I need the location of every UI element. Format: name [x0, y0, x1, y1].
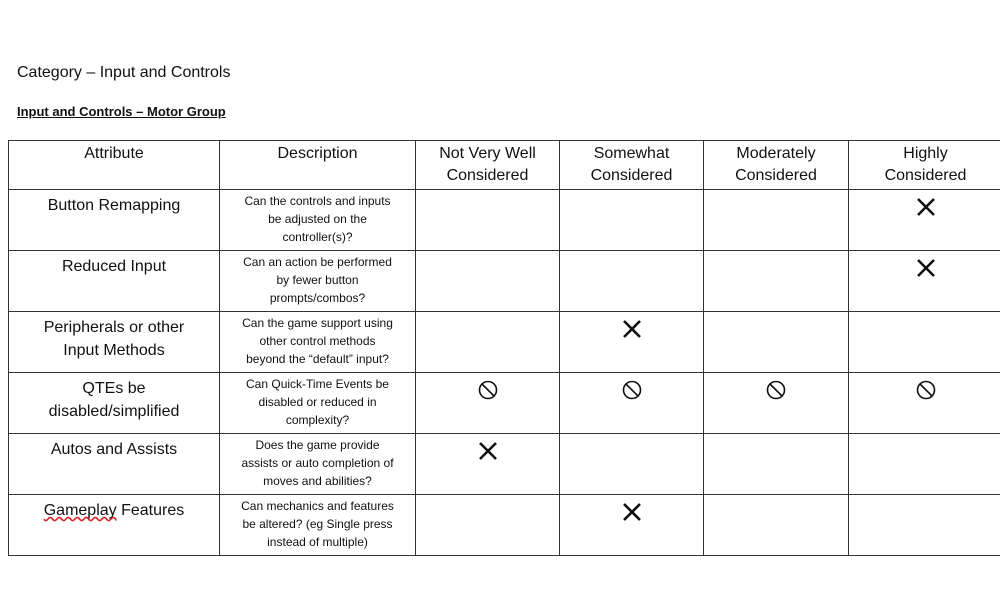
description-line: Can an action be performed — [243, 255, 392, 269]
attribute-cell — [9, 373, 220, 434]
attribute-cell — [9, 251, 220, 312]
moderately-cell — [704, 190, 849, 251]
prohibited-circle-icon — [765, 379, 787, 401]
somewhat-cell — [560, 495, 704, 556]
moderately-cell — [704, 312, 849, 373]
somewhat-cell — [560, 190, 704, 251]
description-cell — [220, 434, 416, 495]
description-line: Can the controls and inputs — [244, 194, 391, 208]
header-moderately: Moderately Considered — [704, 141, 849, 190]
description-cell — [220, 312, 416, 373]
moderately-cell — [704, 495, 849, 556]
table-row — [9, 434, 1000, 495]
attribute-cell — [9, 495, 220, 556]
group-subtitle: Input and Controls – Motor Group — [17, 104, 226, 119]
description-line: be adjusted on the — [268, 212, 367, 226]
description-line: by fewer button — [276, 273, 359, 287]
description-cell — [220, 373, 416, 434]
highly-cell — [849, 434, 1000, 495]
attribute-line: Gameplay — [43, 502, 117, 519]
somewhat-cell — [560, 373, 704, 434]
header-not-very-well: Not Very Well Considered — [416, 141, 560, 190]
cross-mark-icon — [621, 318, 643, 340]
attribute-cell — [9, 312, 220, 373]
rating-table — [8, 140, 1000, 556]
description-line: Can Quick-Time Events be — [246, 377, 389, 391]
moderately-cell — [704, 251, 849, 312]
prohibited-circle-icon — [621, 379, 643, 401]
description-cell — [220, 495, 416, 556]
moderately-cell — [704, 373, 849, 434]
moderately-cell — [704, 434, 849, 495]
table-row — [9, 373, 1000, 434]
somewhat-cell — [560, 251, 704, 312]
attribute-line: disabled/simplified — [48, 403, 180, 420]
header-description: Description — [220, 141, 416, 190]
attribute-line: Features — [116, 502, 185, 519]
header-attribute: Attribute — [9, 141, 220, 190]
attribute-line: Button Remapping — [47, 197, 181, 214]
description-line: be altered? (eg Single press — [242, 517, 393, 531]
cross-mark-icon — [915, 196, 937, 218]
not-very-well-cell — [416, 251, 560, 312]
description-line: instead of multiple) — [267, 535, 368, 549]
highly-cell — [849, 190, 1000, 251]
description-line: disabled or reduced in — [258, 395, 377, 409]
description-line: complexity? — [285, 413, 350, 427]
description-line: Can mechanics and features — [241, 499, 394, 513]
attribute-line: Peripherals or other — [43, 319, 185, 336]
description-line: assists or auto completion of — [241, 456, 394, 470]
cross-mark-icon — [621, 501, 643, 523]
description-line: Can the game support using — [242, 316, 393, 330]
highly-cell — [849, 312, 1000, 373]
table-row — [9, 190, 1000, 251]
attribute-cell — [9, 190, 220, 251]
header-somewhat: Somewhat Considered — [560, 141, 704, 190]
not-very-well-cell — [416, 373, 560, 434]
not-very-well-cell — [416, 312, 560, 373]
table-row — [9, 312, 1000, 373]
highly-cell — [849, 495, 1000, 556]
prohibited-circle-icon — [477, 379, 499, 401]
prohibited-circle-icon — [915, 379, 937, 401]
not-very-well-cell — [416, 190, 560, 251]
cross-mark-icon — [915, 257, 937, 279]
description-line: Does the game provide — [255, 438, 380, 452]
category-title: Category – Input and Controls — [17, 64, 231, 81]
attribute-line: Input Methods — [63, 342, 165, 359]
highly-cell — [849, 373, 1000, 434]
attribute-cell — [9, 434, 220, 495]
header-highly: Highly Considered — [849, 141, 1000, 190]
description-cell — [220, 190, 416, 251]
attribute-line: QTEs be — [82, 380, 146, 397]
highly-cell — [849, 251, 1000, 312]
description-line: controller(s)? — [282, 230, 353, 244]
description-line: beyond the “default” input? — [246, 352, 389, 366]
somewhat-cell — [560, 434, 704, 495]
attribute-line: Autos and Assists — [50, 441, 178, 458]
attribute-line: Reduced Input — [61, 258, 167, 275]
description-line: moves and abilities? — [263, 474, 372, 488]
not-very-well-cell — [416, 495, 560, 556]
somewhat-cell — [560, 312, 704, 373]
not-very-well-cell — [416, 434, 560, 495]
header-row — [9, 141, 1000, 190]
table-row — [9, 251, 1000, 312]
table-row — [9, 495, 1000, 556]
description-line: prompts/combos? — [269, 291, 366, 305]
description-cell — [220, 251, 416, 312]
description-line: other control methods — [259, 334, 376, 348]
cross-mark-icon — [477, 440, 499, 462]
